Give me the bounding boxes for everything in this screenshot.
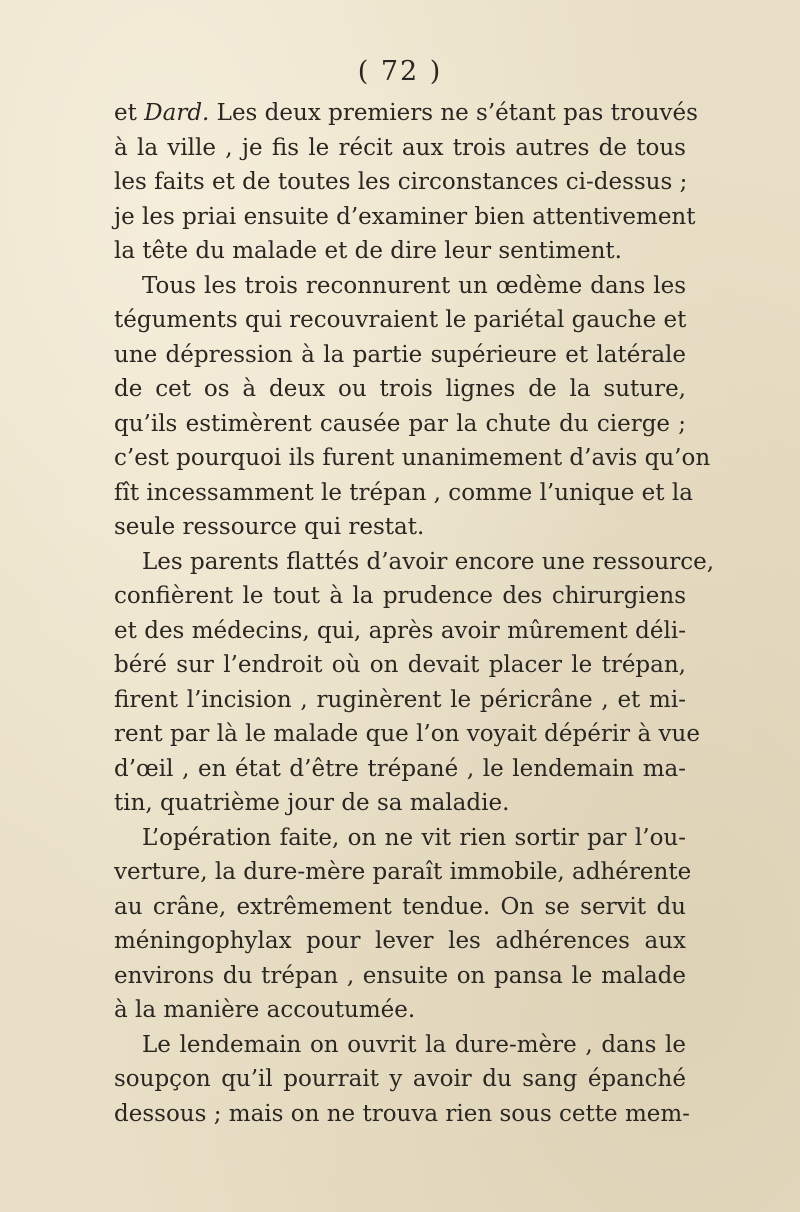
text-line xyxy=(114,752,686,787)
text-line xyxy=(114,1028,686,1063)
page-number: ( 72 ) xyxy=(357,56,443,87)
body-text xyxy=(114,96,715,1131)
text-line-segment: d’œil , en état d’être trépané , le lendemain ma- xyxy=(114,755,686,782)
text-line-segment: environs du trépan , ensuite on pansa le malade xyxy=(114,962,686,989)
text-line-segment: je les priai ensuite d’examiner bien attentivement xyxy=(114,203,696,230)
text-line xyxy=(114,890,686,925)
text-line xyxy=(114,786,686,821)
text-line-segment: firent l’incision , ruginèrent le péricrâne , et mi- xyxy=(114,686,686,713)
text-line xyxy=(114,476,693,511)
text-line-segment: au crâne, extrêmement tendue. On se servit du xyxy=(114,893,686,920)
text-line xyxy=(114,648,686,683)
text-line xyxy=(114,993,686,1028)
text-line-segment: une dépression à la partie supérieure et latérale xyxy=(114,341,686,368)
text-line-segment: fît incessamment le trépan , comme l’unique et la xyxy=(114,479,693,506)
text-line-segment: à la manière accoutumée. xyxy=(114,997,416,1023)
text-line xyxy=(114,131,686,166)
text-line-segment: Tous les trois reconnurent un œdème dans les xyxy=(142,272,686,299)
text-line-segment: qu’ils estimèrent causée par la chute du cierge ; xyxy=(114,410,686,437)
text-line xyxy=(114,234,686,269)
text-line-segment: à la ville , je fis le récit aux trois autres de tous xyxy=(114,134,686,161)
text-line-segment: et des médecins, qui, après avoir mûrement déli- xyxy=(114,617,686,644)
text-line-segment: téguments qui recouvraient le pariétal gauche et xyxy=(114,307,687,333)
text-line xyxy=(114,1062,686,1097)
text-line xyxy=(114,821,686,856)
text-line xyxy=(114,200,696,235)
italic-name: Dard. xyxy=(144,100,210,126)
text-line-segment: et xyxy=(114,100,145,126)
text-line-segment: verture, la dure-mère paraît immobile, adhérente xyxy=(114,859,692,885)
text-line xyxy=(114,959,686,994)
text-line xyxy=(114,407,686,442)
text-line xyxy=(114,545,715,580)
text-line-segment: dessous ; mais on ne trouva rien sous cette mem- xyxy=(114,1100,690,1127)
text-line-segment: tin, quatrième jour de sa maladie. xyxy=(114,790,510,816)
text-line xyxy=(114,924,686,959)
text-line-segment: rent par là le malade que l’on voyait dépérir à vue xyxy=(114,721,700,747)
text-line xyxy=(114,1097,690,1132)
text-line-segment: c’est pourquoi ils furent unanimement d’avis qu’on xyxy=(114,445,711,471)
text-line xyxy=(114,855,692,890)
text-line-segment: seule ressource qui restat. xyxy=(114,514,425,540)
text-line-segment: confièrent le tout à la prudence des chirurgiens xyxy=(114,583,686,609)
text-line-segment: la tête du malade et de dire leur sentiment. xyxy=(114,238,622,264)
text-line xyxy=(114,372,686,407)
text-line-segment: Le lendemain on ouvrit la dure-mère , dans le xyxy=(142,1031,686,1058)
text-line-segment: Les deux premiers ne s’étant pas trouvés xyxy=(209,100,698,126)
text-line-segment: L’opération faite, on ne vit rien sortir par l’ou- xyxy=(142,824,686,851)
text-line-segment: les faits et de toutes les circonstances ci-dessus ; xyxy=(114,169,688,195)
text-line xyxy=(114,96,698,131)
text-line xyxy=(114,269,686,304)
text-line-segment: béré sur l’endroit où on devait placer le trépan, xyxy=(114,652,686,678)
text-line xyxy=(114,614,686,649)
text-line xyxy=(114,338,686,373)
text-line-segment: Les parents flattés d’avoir encore une ressource, xyxy=(142,548,715,575)
text-line-segment: de cet os à deux ou trois lignes de la suture, xyxy=(114,376,686,402)
text-line xyxy=(114,683,686,718)
text-line xyxy=(114,717,700,752)
text-line xyxy=(114,303,686,338)
text-line xyxy=(114,441,711,476)
text-line xyxy=(114,510,686,545)
text-line-segment: méningophylax pour lever les adhérences aux xyxy=(114,928,686,954)
text-line xyxy=(114,579,686,614)
text-line-segment: soupçon qu’il pourrait y avoir du sang épanché xyxy=(114,1066,686,1092)
text-line xyxy=(114,165,686,200)
